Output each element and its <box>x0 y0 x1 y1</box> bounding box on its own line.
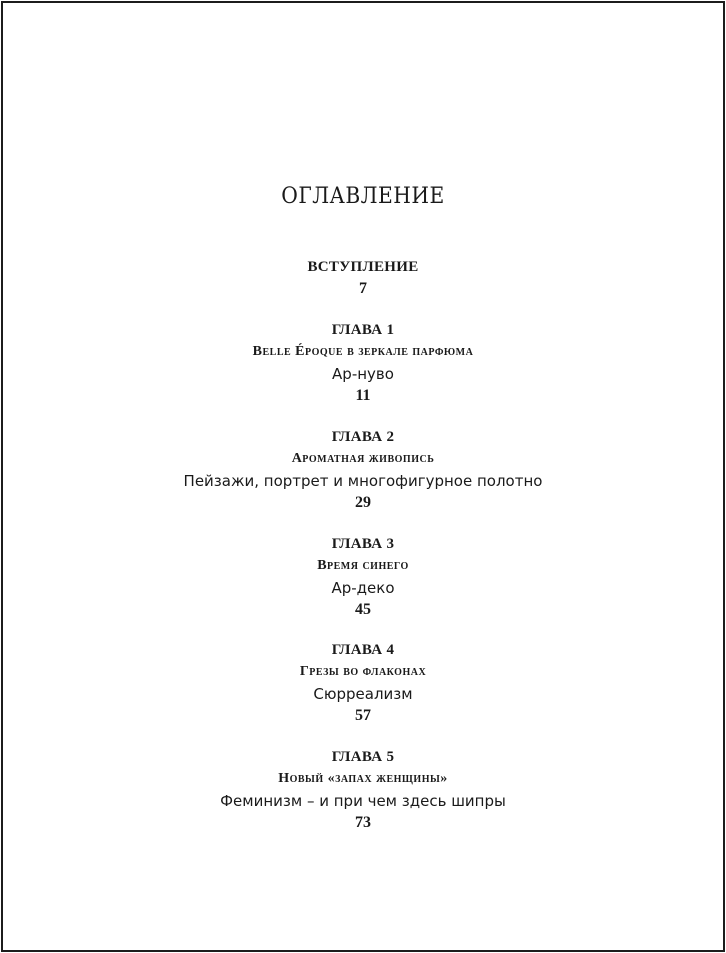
chapter-page-number: 73 <box>355 814 371 831</box>
toc-entry-intro <box>3 256 723 300</box>
chapter-label: ГЛАВА 5 <box>331 749 395 765</box>
chapter-page-number: 45 <box>355 601 371 618</box>
toc-entry-chapter-3 <box>3 533 723 621</box>
page-title: ОГЛАВЛЕНИЕ <box>281 184 445 209</box>
chapter-subtitle: Ар-деко <box>331 579 395 597</box>
chapter-page-number: 29 <box>355 494 371 511</box>
intro-page-number: 7 <box>359 280 367 297</box>
chapter-title: Ароматная живопись <box>291 451 435 466</box>
chapter-page-number: 57 <box>355 707 371 724</box>
chapter-subtitle: Сюрреализм <box>313 685 413 703</box>
chapter-page-number: 11 <box>355 387 371 404</box>
chapter-subtitle: Ар-нуво <box>332 365 394 383</box>
toc-entry-chapter-1 <box>3 319 723 407</box>
chapter-label: ГЛАВА 4 <box>331 642 395 658</box>
toc-entry-chapter-5 <box>3 746 723 834</box>
chapter-title: Belle Époque в зеркале парфюма <box>252 344 474 359</box>
chapter-title: Грезы во флаконах <box>299 664 427 679</box>
chapter-label: ГЛАВА 2 <box>331 429 395 445</box>
chapter-title: Новый «запах женщины» <box>278 771 448 786</box>
toc-entry-chapter-2 <box>3 426 723 514</box>
chapter-title: Время синего <box>317 558 409 573</box>
chapter-subtitle: Феминизм – и при чем здесь шипры <box>220 792 506 810</box>
intro-label: ВСТУПЛЕНИЕ <box>307 259 419 275</box>
toc-entry-chapter-4 <box>3 639 723 727</box>
chapter-subtitle: Пейзажи, портрет и многофигурное полотно <box>183 472 543 490</box>
book-page <box>1 1 725 952</box>
chapter-label: ГЛАВА 3 <box>331 536 395 552</box>
chapter-label: ГЛАВА 1 <box>331 322 395 338</box>
